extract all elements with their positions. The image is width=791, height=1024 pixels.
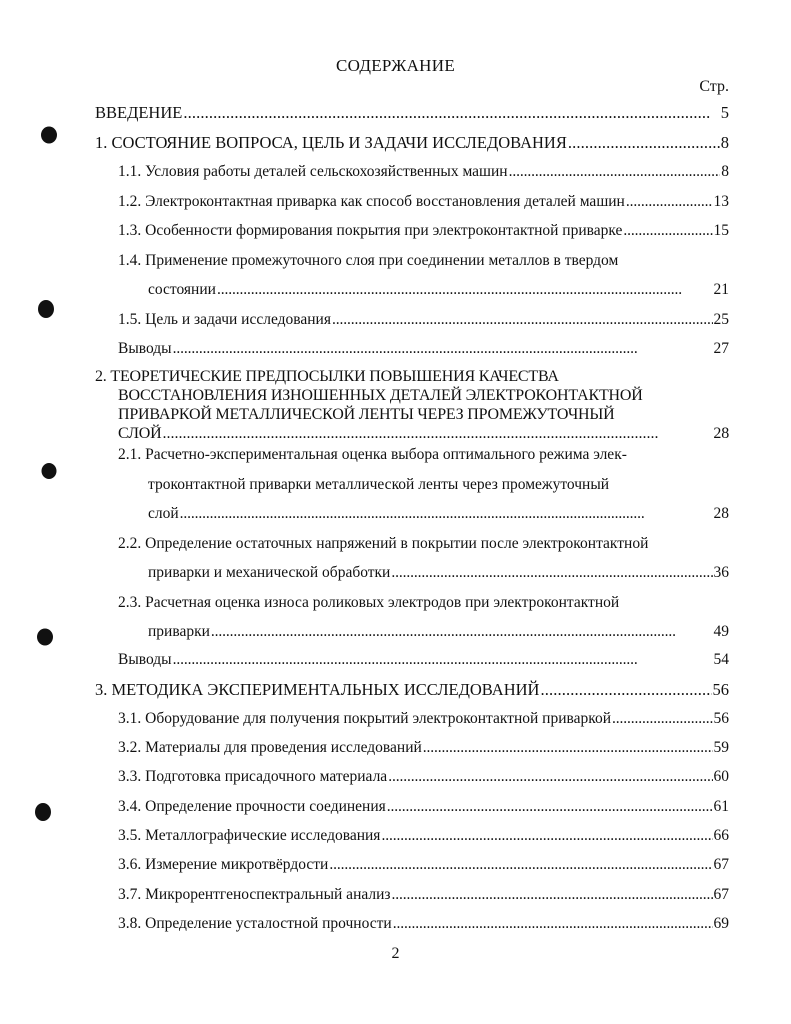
binder-hole-mark (33, 625, 57, 649)
toc-entry-2-1-line1: 2.1. Расчетно-экспериментальная оценка выбора оптимального режима элек- (118, 446, 627, 463)
toc-entry-chapter-2-line3: ПРИВАРКОЙ МЕТАЛЛИЧЕСКОЙ ЛЕНТЫ ЧЕРЕЗ ПРОМЕЖУТОЧНЫЙ (118, 406, 615, 423)
toc-entry-3-4: 3.4. Определение прочности соединения . . . 61 (118, 798, 729, 816)
toc-entry-chapter-1: 1. СОСТОЯНИЕ ВОПРОСА, ЦЕЛЬ И ЗАДАЧИ ИССЛЕДОВАНИЯ . . . 8 (95, 134, 729, 152)
toc-entry-3-5: 3.5. Металлографические исследования . . . 66 (118, 827, 729, 845)
page-number: 2 (391, 945, 400, 962)
binder-hole-mark (38, 460, 60, 482)
toc-entry-3-1: 3.1. Оборудование для получения покрытий электроконтактной приваркой . . . 56 (118, 710, 729, 728)
toc-entry-chapter-2-line2: ВОССТАНОВЛЕНИЯ ИЗНОШЕННЫХ ДЕТАЛЕЙ ЭЛЕКТРОКОНТАКТНОЙ (118, 387, 643, 404)
toc-entry-1-5: 1.5. Цель и задачи исследования . . . 25 (118, 311, 729, 329)
toc-entry-2-2: приварки и механической обработки . . . 36 (148, 564, 729, 582)
toc-entry-3-6: 3.6. Измерение микротвёрдости . . . 67 (118, 856, 729, 874)
binder-hole-mark (34, 297, 58, 321)
binder-hole-mark (31, 800, 55, 824)
toc-entry-1-4: состоянии . . . 21 (148, 281, 729, 299)
toc-entry-1-4-line1: 1.4. Применение промежуточного слоя при соединении металлов в твердом (118, 252, 619, 269)
toc-entry-introduction: ВВЕДЕНИЕ . . . 5 (95, 104, 729, 122)
toc-entry-3-8: 3.8. Определение усталостной прочности . . . 69 (118, 915, 729, 933)
toc-entry-2-3: приварки . . . 49 (148, 623, 729, 641)
toc-entry-1-2: 1.2. Электроконтактная приварка как способ восстановления деталей машин . . . 13 (118, 193, 729, 211)
toc-entry-chapter-2-conclusions: Выводы . . . 54 (118, 651, 729, 669)
toc-entry-3-3: 3.3. Подготовка присадочного материала . . . 60 (118, 768, 729, 786)
page-column-label: Стр. (699, 78, 729, 95)
binder-hole-mark (38, 124, 62, 146)
toc-entry-2-1: слой . . . 28 (148, 505, 729, 523)
toc-entry-3-7: 3.7. Микрорентгеноспектральный анализ . . . 67 (118, 886, 729, 904)
toc-entry-2-3-line1: 2.3. Расчетная оценка износа роликовых электродов при электроконтактной (118, 594, 620, 611)
toc-entry-chapter-2-line1: 2. ТЕОРЕТИЧЕСКИЕ ПРЕДПОСЫЛКИ ПОВЫШЕНИЯ КАЧЕСТВА (95, 368, 559, 385)
page-title: СОДЕРЖАНИЕ (335, 56, 456, 75)
toc-entry-2-2-line1: 2.2. Определение остаточных напряжений в покрытии после электроконтактной (118, 535, 649, 552)
toc-entry-2-1-line2: троконтактной приварки металлической ленты через промежуточный (148, 476, 610, 493)
toc-entry-3-2: 3.2. Материалы для проведения исследований . . . 59 (118, 739, 729, 757)
toc-entry-chapter-1-conclusions: Выводы . . . 27 (118, 340, 729, 358)
toc-entry-1-1: 1.1. Условия работы деталей сельскохозяйственных машин . . . 8 (118, 163, 729, 181)
toc-entry-chapter-2: СЛОЙ . . . 28 (118, 425, 729, 443)
toc-entry-1-3: 1.3. Особенности формирования покрытия при электроконтактной приварке . . . 15 (118, 222, 729, 240)
toc-entry-chapter-3: 3. МЕТОДИКА ЭКСПЕРИМЕНТАЛЬНЫХ ИССЛЕДОВАНИЙ . . . 56 (95, 681, 729, 699)
